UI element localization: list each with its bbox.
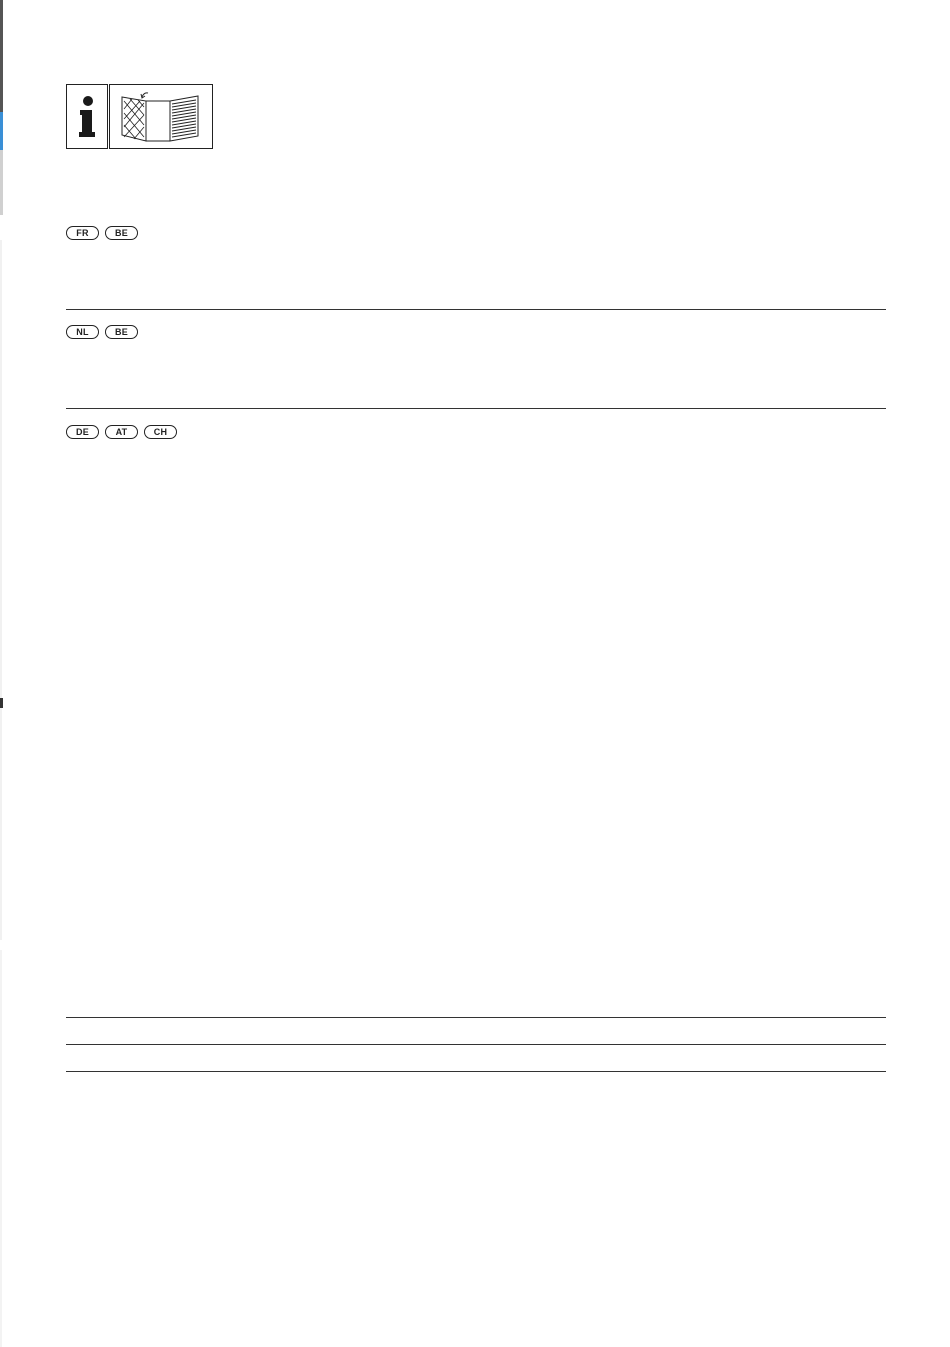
section-divider xyxy=(66,408,886,409)
info-icon xyxy=(66,84,108,149)
page-edge-tab xyxy=(0,112,3,150)
page-edge-grey xyxy=(0,150,3,215)
fold-out-page-icon xyxy=(109,84,213,149)
country-badge: NL xyxy=(66,325,99,339)
country-row-nl-be xyxy=(66,325,138,339)
page-edge-light-lower xyxy=(0,950,2,1347)
country-badge: BE xyxy=(105,325,138,339)
country-badge: BE xyxy=(105,226,138,240)
section-divider xyxy=(66,1044,886,1045)
section-divider xyxy=(66,309,886,310)
country-badge: AT xyxy=(105,425,138,439)
country-row-fr-be xyxy=(66,226,138,240)
country-row-de-at-ch xyxy=(66,425,177,439)
section-divider xyxy=(66,1017,886,1018)
page-edge-mark xyxy=(0,698,3,708)
page-edge-dark xyxy=(0,0,3,112)
page-edge-light xyxy=(0,240,2,940)
country-badge: DE xyxy=(66,425,99,439)
section-divider xyxy=(66,1071,886,1072)
country-badge: FR xyxy=(66,226,99,240)
country-badge: CH xyxy=(144,425,177,439)
